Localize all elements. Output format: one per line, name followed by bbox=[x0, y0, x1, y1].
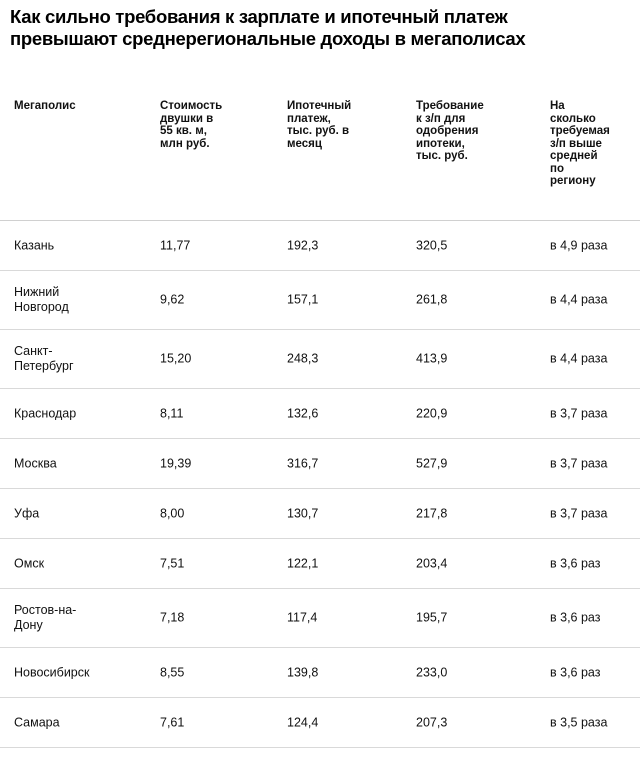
city-cell bbox=[14, 285, 134, 315]
payment-cell: 316,7 bbox=[287, 456, 319, 470]
city-cell bbox=[14, 456, 134, 471]
cell-line: Стоимость bbox=[160, 100, 223, 112]
salary-cell: 220,9 bbox=[416, 406, 448, 420]
comparison-table bbox=[0, 84, 640, 748]
city-cell bbox=[14, 715, 134, 730]
price-cell: 7,61 bbox=[160, 715, 185, 729]
cell-line: тыс. руб. в bbox=[287, 125, 350, 137]
cell-line: 55 кв. м, bbox=[160, 125, 207, 137]
city-cell bbox=[14, 556, 134, 571]
ratio-cell: в 4,9 раза bbox=[550, 238, 608, 252]
table-header bbox=[0, 84, 640, 221]
cell-line: На bbox=[550, 100, 565, 112]
price-cell: 11,77 bbox=[160, 238, 191, 252]
table-body bbox=[0, 221, 640, 748]
ratio-cell: в 3,6 раз bbox=[550, 610, 601, 625]
ratio-cell: в 4,4 раза bbox=[550, 292, 608, 307]
salary-cell: 207,3 bbox=[416, 715, 448, 729]
table-row bbox=[0, 439, 640, 489]
table-row bbox=[0, 330, 640, 389]
salary-cell: 413,9 bbox=[416, 351, 448, 366]
salary-cell: 261,8 bbox=[416, 292, 448, 307]
page-title-line: Как сильно требования к зарплате и ипотечный платеж bbox=[10, 6, 508, 27]
city-cell bbox=[14, 603, 134, 633]
price-cell: 8,55 bbox=[160, 665, 185, 679]
cell-line: млн руб. bbox=[160, 137, 210, 150]
city-cell bbox=[14, 238, 134, 253]
payment-cell: 139,8 bbox=[287, 665, 319, 679]
cell-line: Ростов-на- bbox=[14, 603, 77, 617]
cell-line: Санкт- bbox=[14, 344, 53, 358]
ratio-cell: в 3,7 раза bbox=[550, 456, 608, 470]
ratio-cell: в 3,6 раз bbox=[550, 665, 601, 679]
price-cell: 15,20 bbox=[160, 351, 192, 366]
cell-line: месяц bbox=[287, 137, 322, 150]
page-title bbox=[10, 6, 634, 50]
cell-line: одобрения bbox=[416, 125, 479, 137]
cell-line: сколько bbox=[550, 112, 596, 125]
cell-line: Ипотечный bbox=[287, 100, 352, 112]
page-title-line: превышают среднерегиональные доходы в мегаполисах bbox=[10, 28, 526, 49]
salary-cell: 320,5 bbox=[416, 238, 448, 252]
cell-line: Омск bbox=[14, 556, 45, 570]
cell-line: Самара bbox=[14, 715, 60, 729]
payment-cell: 122,1 bbox=[287, 556, 319, 570]
payment-cell: 124,4 bbox=[287, 715, 319, 729]
salary-cell: 195,7 bbox=[416, 610, 448, 625]
cell-line: по bbox=[550, 162, 564, 175]
cell-line: з/п выше bbox=[550, 137, 602, 150]
ratio-cell: в 4,4 раза bbox=[550, 351, 608, 366]
cell-line: платеж, bbox=[287, 112, 331, 125]
cell-line: Новосибирск bbox=[14, 665, 90, 679]
table-row bbox=[0, 648, 640, 698]
cell-line: требуемая bbox=[550, 125, 610, 137]
table-row bbox=[0, 489, 640, 539]
table-row bbox=[0, 271, 640, 330]
header-city bbox=[14, 100, 134, 113]
header-price bbox=[160, 100, 240, 150]
payment-cell: 192,3 bbox=[287, 238, 319, 252]
ratio-cell: в 3,5 раза bbox=[550, 715, 608, 729]
price-cell: 9,62 bbox=[160, 292, 185, 307]
cell-line: Уфа bbox=[14, 506, 40, 520]
city-cell bbox=[14, 665, 134, 680]
salary-cell: 233,0 bbox=[416, 665, 448, 679]
cell-line: Нижний bbox=[14, 285, 60, 299]
header-payment bbox=[287, 100, 369, 150]
header-salary bbox=[416, 100, 506, 163]
cell-line: средней bbox=[550, 150, 598, 162]
cell-line: региону bbox=[550, 175, 596, 187]
city-cell bbox=[14, 344, 134, 374]
cell-line: Петербург bbox=[14, 359, 74, 373]
price-cell: 8,00 bbox=[160, 506, 185, 520]
cell-line: Новгород bbox=[14, 300, 69, 314]
salary-cell: 217,8 bbox=[416, 506, 448, 520]
payment-cell: 117,4 bbox=[287, 610, 318, 625]
cell-line: к з/п для bbox=[416, 112, 466, 125]
payment-cell: 157,1 bbox=[287, 292, 319, 307]
ratio-cell: в 3,7 раза bbox=[550, 406, 608, 420]
price-cell: 7,18 bbox=[160, 610, 185, 625]
payment-cell: 132,6 bbox=[287, 406, 319, 420]
header-ratio bbox=[550, 100, 620, 188]
table-row bbox=[0, 589, 640, 648]
cell-line: Требование bbox=[416, 100, 484, 112]
cell-line: ипотеки, bbox=[416, 137, 465, 150]
cell-line: Краснодар bbox=[14, 406, 77, 420]
ratio-cell: в 3,6 раз bbox=[550, 556, 601, 570]
payment-cell: 130,7 bbox=[287, 506, 319, 520]
cell-line: Мегаполис bbox=[14, 100, 76, 112]
table-row bbox=[0, 389, 640, 439]
cell-line: Москва bbox=[14, 456, 57, 470]
cell-line: Казань bbox=[14, 238, 55, 252]
cell-line: Дону bbox=[14, 618, 43, 632]
payment-cell: 248,3 bbox=[287, 351, 319, 366]
price-cell: 19,39 bbox=[160, 456, 192, 470]
cell-line: двушки в bbox=[160, 112, 214, 125]
salary-cell: 203,4 bbox=[416, 556, 448, 570]
table-row bbox=[0, 539, 640, 589]
city-cell bbox=[14, 506, 134, 521]
price-cell: 7,51 bbox=[160, 556, 185, 570]
ratio-cell: в 3,7 раза bbox=[550, 506, 608, 520]
table-row bbox=[0, 221, 640, 271]
price-cell: 8,11 bbox=[160, 406, 184, 420]
salary-cell: 527,9 bbox=[416, 456, 448, 470]
city-cell bbox=[14, 406, 134, 421]
cell-line: тыс. руб. bbox=[416, 150, 468, 162]
table-row bbox=[0, 698, 640, 748]
